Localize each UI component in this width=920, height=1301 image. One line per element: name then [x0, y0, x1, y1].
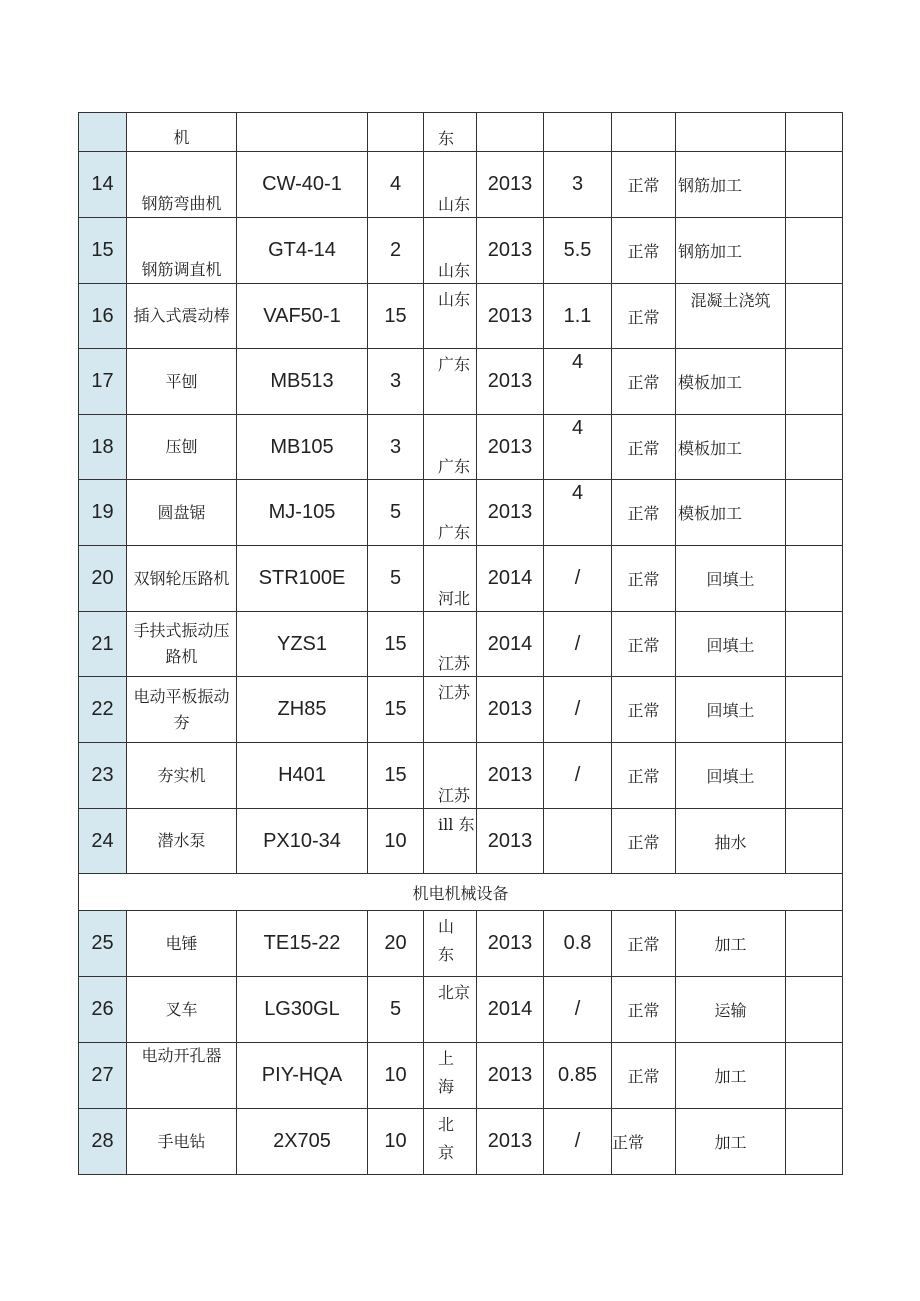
cell-qty: 5 — [368, 480, 424, 546]
cell-status: 正常 — [612, 152, 676, 218]
cell-no: 25 — [79, 911, 127, 977]
cell-power — [544, 480, 612, 546]
cell-no: 17 — [79, 349, 127, 415]
cell-no: 15 — [79, 218, 127, 284]
cell-use: 回填土 — [676, 612, 786, 677]
equipment-table — [78, 112, 843, 1175]
table-row — [79, 113, 843, 152]
table-row — [79, 977, 843, 1043]
cell-status: 正常 — [612, 480, 676, 546]
cell-name: 圆盘锯 — [127, 480, 237, 546]
cell-qty — [368, 113, 424, 152]
cell-no: 27 — [79, 1043, 127, 1109]
origin-text: 北京 — [438, 983, 471, 1002]
cell-no: 14 — [79, 152, 127, 218]
cell-model: LG30GL — [237, 977, 368, 1043]
cell-qty: 10 — [368, 809, 424, 874]
cell-name: 潜水泵 — [127, 809, 237, 874]
cell-status: 正常 — [612, 1109, 676, 1175]
cell-model: PX10-34 — [237, 809, 368, 874]
cell-year: 2013 — [477, 677, 544, 743]
cell-status — [612, 113, 676, 152]
cell-name: 手扶式振动压路机 — [127, 612, 237, 677]
table-row — [79, 218, 843, 284]
cell-origin — [424, 284, 477, 349]
cell-power: 3 — [544, 152, 612, 218]
origin-text: 山东 — [438, 261, 471, 280]
cell-use: 回填土 — [676, 677, 786, 743]
origin-text: 山东 — [438, 195, 471, 214]
cell-remark — [786, 809, 843, 874]
cell-use: 加工 — [676, 1043, 786, 1109]
cell-year: 2013 — [477, 743, 544, 809]
origin-text: 广东 — [438, 355, 471, 374]
cell-name: 夯实机 — [127, 743, 237, 809]
cell-no: 28 — [79, 1109, 127, 1175]
cell-model — [237, 113, 368, 152]
table-row — [79, 809, 843, 874]
cell-no: 22 — [79, 677, 127, 743]
table-row — [79, 152, 843, 218]
cell-name: 钢筋调直机 — [127, 218, 237, 284]
cell-origin — [424, 349, 477, 415]
cell-use: 回填土 — [676, 743, 786, 809]
cell-year: 2013 — [477, 911, 544, 977]
cell-status: 正常 — [612, 977, 676, 1043]
table-row — [79, 911, 843, 977]
cell-no: 26 — [79, 977, 127, 1043]
cell-remark — [786, 677, 843, 743]
cell-model: ZH85 — [237, 677, 368, 743]
cell-year — [477, 113, 544, 152]
cell-origin — [424, 480, 477, 546]
cell-no: 23 — [79, 743, 127, 809]
cell-status: 正常 — [612, 415, 676, 480]
cell-power — [544, 415, 612, 480]
cell-use: 钢筋加工 — [676, 218, 786, 284]
cell-qty: 15 — [368, 612, 424, 677]
cell-qty: 2 — [368, 218, 424, 284]
cell-power: 0.85 — [544, 1043, 612, 1109]
cell-status: 正常 — [612, 546, 676, 612]
power-text: 4 — [571, 482, 584, 504]
cell-qty: 15 — [368, 677, 424, 743]
cell-name: 电锤 — [127, 911, 237, 977]
cell-no — [79, 113, 127, 152]
cell-origin — [424, 1109, 477, 1175]
cell-remark — [786, 743, 843, 809]
table-row — [79, 677, 843, 743]
cell-model: YZS1 — [237, 612, 368, 677]
cell-year: 2013 — [477, 284, 544, 349]
cell-name: 平刨 — [127, 349, 237, 415]
cell-origin — [424, 977, 477, 1043]
cell-power — [544, 113, 612, 152]
cell-year: 2014 — [477, 977, 544, 1043]
cell-model: 2X705 — [237, 1109, 368, 1175]
cell-model: STR100E — [237, 546, 368, 612]
cell-use: 加工 — [676, 911, 786, 977]
cell-status: 正常 — [612, 284, 676, 349]
cell-power — [544, 349, 612, 415]
cell-no: 21 — [79, 612, 127, 677]
cell-status: 正常 — [612, 743, 676, 809]
cell-origin — [424, 113, 477, 152]
origin-text: 河北 — [438, 589, 471, 608]
cell-power: / — [544, 546, 612, 612]
cell-remark — [786, 480, 843, 546]
cell-origin — [424, 218, 477, 284]
origin-text: 广东 — [438, 523, 471, 542]
table-row — [79, 1109, 843, 1175]
cell-status: 正常 — [612, 1043, 676, 1109]
cell-model: VAF50-1 — [237, 284, 368, 349]
origin-text: 山东 — [438, 917, 455, 964]
cell-year: 2013 — [477, 152, 544, 218]
cell-origin — [424, 1043, 477, 1109]
cell-year: 2013 — [477, 1043, 544, 1109]
table-row — [79, 612, 843, 677]
cell-remark — [786, 546, 843, 612]
cell-model: TE15-22 — [237, 911, 368, 977]
cell-model: MB513 — [237, 349, 368, 415]
cell-qty: 10 — [368, 1109, 424, 1175]
cell-year: 2013 — [477, 480, 544, 546]
cell-use — [676, 284, 786, 349]
cell-model: H401 — [237, 743, 368, 809]
cell-status: 正常 — [612, 612, 676, 677]
cell-use: 加工 — [676, 1109, 786, 1175]
cell-use: 模板加工 — [676, 349, 786, 415]
table-row — [79, 1043, 843, 1109]
cell-name: 手电钻 — [127, 1109, 237, 1175]
cell-model: PIY-HQA — [237, 1043, 368, 1109]
cell-use — [676, 113, 786, 152]
origin-text: ill 东 — [438, 815, 475, 834]
cell-qty: 10 — [368, 1043, 424, 1109]
cell-origin — [424, 743, 477, 809]
cell-status: 正常 — [612, 218, 676, 284]
cell-name: 叉车 — [127, 977, 237, 1043]
origin-text: 上海 — [438, 1049, 455, 1096]
cell-use: 运输 — [676, 977, 786, 1043]
cell-name: 双钢轮压路机 — [127, 546, 237, 612]
section-title: 机电机械设备 — [79, 874, 843, 911]
table-row — [79, 284, 843, 349]
cell-name: 电动平板振动夯 — [127, 677, 237, 743]
cell-qty: 5 — [368, 546, 424, 612]
cell-status: 正常 — [612, 911, 676, 977]
cell-remark — [786, 911, 843, 977]
cell-power: 1.1 — [544, 284, 612, 349]
cell-remark — [786, 113, 843, 152]
section-row — [79, 874, 843, 911]
cell-model: CW-40-1 — [237, 152, 368, 218]
table-row — [79, 349, 843, 415]
cell-no: 20 — [79, 546, 127, 612]
cell-year: 2014 — [477, 546, 544, 612]
cell-qty: 5 — [368, 977, 424, 1043]
cell-no: 16 — [79, 284, 127, 349]
cell-model: MJ-105 — [237, 480, 368, 546]
cell-name: 电动开孔器 — [127, 1043, 237, 1109]
cell-remark — [786, 284, 843, 349]
table-row — [79, 743, 843, 809]
cell-use: 钢筋加工 — [676, 152, 786, 218]
cell-remark — [786, 612, 843, 677]
cell-power — [544, 809, 612, 874]
cell-remark — [786, 1043, 843, 1109]
cell-year: 2013 — [477, 1109, 544, 1175]
cell-origin — [424, 809, 477, 874]
cell-power: / — [544, 677, 612, 743]
cell-year: 2013 — [477, 415, 544, 480]
cell-model: MB105 — [237, 415, 368, 480]
origin-text: 广东 — [438, 457, 471, 476]
cell-origin — [424, 911, 477, 977]
cell-use: 模板加工 — [676, 480, 786, 546]
cell-use: 回填土 — [676, 546, 786, 612]
cell-model: GT4-14 — [237, 218, 368, 284]
cell-name: 钢筋弯曲机 — [127, 152, 237, 218]
cell-year: 2013 — [477, 349, 544, 415]
cell-remark — [786, 152, 843, 218]
cell-remark — [786, 977, 843, 1043]
cell-use: 模板加工 — [676, 415, 786, 480]
cell-remark — [786, 415, 843, 480]
use-text: 混凝土浇筑 — [690, 291, 771, 310]
cell-qty: 3 — [368, 415, 424, 480]
cell-qty: 3 — [368, 349, 424, 415]
cell-qty: 20 — [368, 911, 424, 977]
cell-status: 正常 — [612, 677, 676, 743]
cell-name: 插入式震动棒 — [127, 284, 237, 349]
cell-year: 2013 — [477, 218, 544, 284]
cell-power: / — [544, 612, 612, 677]
origin-text: 江苏 — [438, 654, 471, 673]
cell-qty: 15 — [368, 284, 424, 349]
cell-origin — [424, 415, 477, 480]
origin-text: 江苏 — [438, 683, 471, 702]
cell-status: 正常 — [612, 349, 676, 415]
cell-status: 正常 — [612, 809, 676, 874]
table-row — [79, 546, 843, 612]
cell-remark — [786, 349, 843, 415]
origin-text: 山东 — [438, 290, 471, 309]
cell-use: 抽水 — [676, 809, 786, 874]
power-text: 4 — [571, 351, 584, 373]
cell-origin — [424, 152, 477, 218]
origin-text: 北京 — [438, 1115, 455, 1162]
cell-qty: 4 — [368, 152, 424, 218]
cell-year: 2014 — [477, 612, 544, 677]
cell-no: 18 — [79, 415, 127, 480]
table-row — [79, 480, 843, 546]
cell-power: / — [544, 977, 612, 1043]
cell-origin — [424, 612, 477, 677]
cell-power: 0.8 — [544, 911, 612, 977]
cell-year: 2013 — [477, 809, 544, 874]
cell-power: / — [544, 1109, 612, 1175]
cell-remark — [786, 1109, 843, 1175]
cell-qty: 15 — [368, 743, 424, 809]
cell-origin — [424, 546, 477, 612]
cell-name: 压刨 — [127, 415, 237, 480]
cell-no: 19 — [79, 480, 127, 546]
cell-power: 5.5 — [544, 218, 612, 284]
cell-name: 机 — [127, 113, 237, 152]
cell-power: / — [544, 743, 612, 809]
cell-origin — [424, 677, 477, 743]
table-row — [79, 415, 843, 480]
power-text: 4 — [571, 417, 584, 439]
origin-text: 江苏 — [438, 786, 471, 805]
cell-remark — [786, 218, 843, 284]
origin-text: 东 — [438, 129, 455, 148]
cell-no: 24 — [79, 809, 127, 874]
